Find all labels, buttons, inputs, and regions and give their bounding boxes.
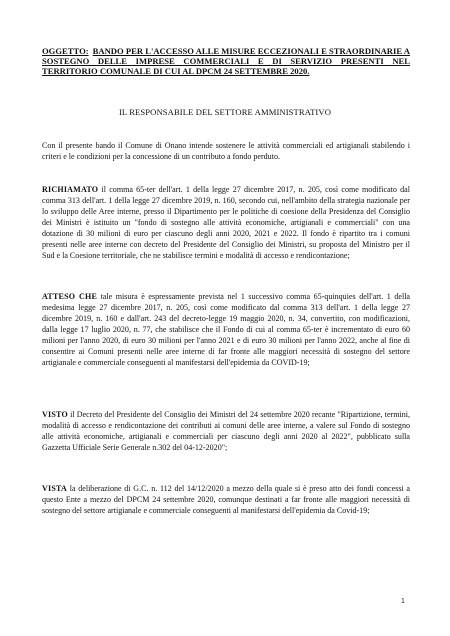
visto-keyword: VISTO: [42, 410, 68, 419]
document-subject: [42, 46, 410, 77]
vista-keyword: VISTA: [42, 484, 67, 493]
richiamato-text: il comma 65-ter dell'art. 1 della legge 27 dicembre 2017, n. 205, così come modificato dal comma 313 dell'art. 1 della legge 27 dicembre 2019, n. 160, secondo cui, nell'ambito della strategia nazionale per lo sviluppo delle Aree interne, presso il Dipartimento per le politiche di coesione della Presidenza del Consiglio dei Ministri è istituito un "fondo di sostegno alle attività economiche, artigianali e commerciali" con una dotazione di 30 milioni di euro per ciascuno degli anni 2020, 2021 e 2022. Il fondo è ripartito tra i comuni presenti nelle aree interne con decreto del Presidente del Consiglio dei Ministri, su proposta del Ministro per il Sud e la Coesione territoriale, che ne stabilisce termini e modalità di accesso e rendicontazione;: [42, 185, 410, 260]
intro-paragraph: Con il presente bando il Comune di Onano intende sostenere le attività commerciali ed artigianali stabilendo i criteri e le condizioni per la concessione di un contributo a fondo perduto.: [42, 141, 410, 161]
atteso-text: tale misura è espressamente prevista nel 1 successivo comma 65-quinquies dell'art. 1 della medesima legge 27 dicembre 2017, n. 205, così come modificato dal comma 313 dell'art. 1 della legge 27 dicembre 2019, n. 160 e dall'art. 243 del decreto-legge 19 maggio 2020, n. 34, convertito, con modificazioni, dalla legge 17 luglio 2020, n. 77, che stabilisce che il Fondo di cui al comma 65-ter è incrementato di euro 60 milioni per l'anno 2020, di euro 30 milioni per l'anno 2021 e di euro 30 milioni per l'anno 2022, anche al fine di consentire ai Comuni presenti nelle aree interne di far fronte alle maggiori necessità di sostegno del settore artigianale e commerciale conseguenti al manifestarsi dell'epidemia da COVID-19;: [42, 292, 410, 367]
visto-paragraph: [42, 409, 410, 453]
page-number: 1: [401, 598, 405, 605]
richiamato-keyword: RICHIAMATO: [42, 185, 99, 194]
visto-text: il Decreto del Presidente del Consiglio dei Ministri del 24 settembre 2020 recante "Ripartizione, termini, modalità di accesso e rendicontazione dei contributi ai comuni delle aree interne, a valere sul Fondo di sostegno alle attività economiche, artigianali e commerciali per ciascuno degli anni 2020 al 2022", pubblicato sulla Gazzetta Ufficiale Serie Generale n.302 del 04-12-2020";: [42, 410, 410, 452]
vista-paragraph: [42, 483, 410, 516]
subject-label: OGGETTO:: [42, 46, 89, 56]
section-heading: IL RESPONSABILE DEL SETTORE AMMINISTRATIVO: [118, 107, 332, 117]
atteso-paragraph: [42, 291, 410, 368]
atteso-keyword: ATTESO CHE: [42, 292, 98, 301]
vista-text: la deliberazione di G.C. n. 112 del 14/12/2020 a mezzo della quale si è preso atto dei fondi concessi a questo Ente a mezzo del DPCM 24 settembre 2020, comunque destinati a far fronte alle maggiori necessità di sostegno del settore artigianale e commerciale conseguenti al manifestarsi dell'epidemia da Covid-19;: [42, 484, 410, 515]
richiamato-paragraph: [42, 184, 410, 261]
subject-text: BANDO PER L'ACCESSO ALLE MISURE ECCEZIONALI E STRAORDINARIE A SOSTEGNO DELLE IMPRESE COMMERCIALI E DI SERVIZIO PRESENTI NEL TERRITORIO COMUNALE DI CUI AL DPCM 24 SETTEMBRE 2020.: [42, 46, 410, 77]
